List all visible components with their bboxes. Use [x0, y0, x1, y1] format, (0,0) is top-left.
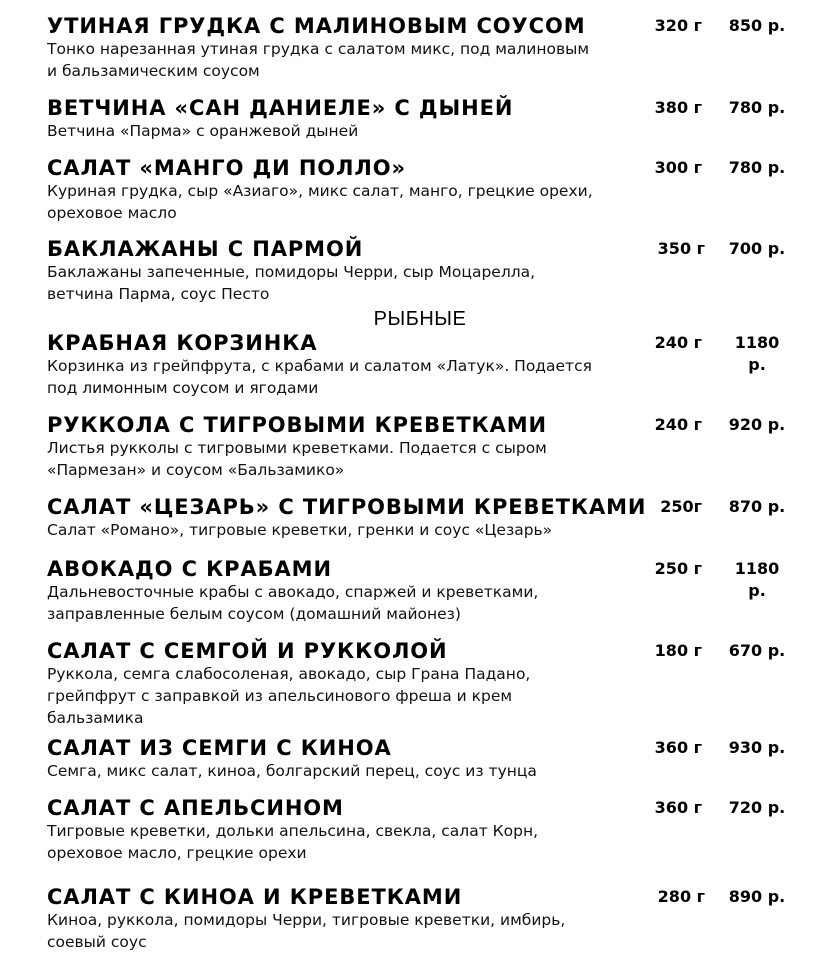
- dish-price: 780 р.: [728, 98, 786, 117]
- dish-name: САЛАТ ИЗ СЕМГИ С КИНОА: [47, 736, 392, 760]
- dish-weight: 280 г: [657, 887, 705, 906]
- dish-description: заправленные белым соусом (домашний майонез): [47, 605, 461, 623]
- dish-price: 670 р.: [728, 641, 786, 660]
- dish-description: ореховое масло: [47, 204, 177, 222]
- dish-name: САЛАТ «МАНГО ДИ ПОЛЛО»: [47, 156, 406, 180]
- dish-description: Корзинка из грейпфрута, с крабами и салатом «Латук». Подается: [47, 357, 592, 375]
- dish-weight: 250г: [660, 497, 702, 516]
- dish-description: Ветчина «Парма» с оранжевой дыней: [47, 122, 359, 140]
- dish-price: 1180: [734, 333, 780, 352]
- dish-description: «Пармезан» и соусом «Бальзамико»: [47, 461, 345, 479]
- dish-weight: 360 г: [654, 738, 702, 757]
- dish-name: САЛАТ С КИНОА И КРЕВЕТКАМИ: [47, 885, 463, 909]
- dish-description: Семга, микс салат, киноа, болгарский перец, соус из тунца: [47, 762, 537, 780]
- dish-description: грейпфрут с заправкой из апельсинового фреша и крем: [47, 687, 513, 705]
- dish-weight: 360 г: [654, 798, 702, 817]
- dish-description: и бальзамическим соусом: [47, 62, 260, 80]
- dish-description: ветчина Парма, соус Песто: [47, 285, 270, 303]
- dish-description: Куриная грудка, сыр «Азиаго», микс салат, манго, грецкие орехи,: [47, 182, 593, 200]
- dish-price: 700 р.: [728, 239, 786, 258]
- dish-weight: 300 г: [654, 158, 702, 177]
- dish-description: Киноа, руккола, помидоры Черри, тигровые креветки, имбирь,: [47, 911, 566, 929]
- dish-price: 780 р.: [728, 158, 786, 177]
- dish-name: АВОКАДО С КРАБАМИ: [47, 557, 332, 581]
- dish-weight: 350 г: [657, 239, 705, 258]
- dish-name: УТИНАЯ ГРУДКА С МАЛИНОВЫМ СОУСОМ: [47, 14, 586, 38]
- dish-description: Баклажаны запеченные, помидоры Черри, сыр Моцарелла,: [47, 263, 536, 281]
- dish-price: 1180: [734, 559, 780, 578]
- dish-description: под лимонным соусом и ягодами: [47, 379, 319, 397]
- dish-description: Листья рукколы с тигровыми креветками. Подается с сыром: [47, 439, 547, 457]
- dish-description: Дальневосточные крабы с авокадо, спаржей и креветками,: [47, 583, 539, 601]
- dish-name: РУККОЛА С ТИГРОВЫМИ КРЕВЕТКАМИ: [47, 413, 548, 437]
- dish-price: р.: [748, 355, 766, 374]
- dish-description: Тонко нарезанная утиная грудка с салатом микс, под малиновым: [47, 40, 590, 58]
- dish-weight: 380 г: [654, 98, 702, 117]
- dish-price: р.: [748, 581, 766, 600]
- dish-description: Салат «Романо», тигровые креветки, гренки и соус «Цезарь»: [47, 521, 553, 539]
- dish-description: ореховое масло, грецкие орехи: [47, 844, 307, 862]
- dish-name: САЛАТ С АПЕЛЬСИНОМ: [47, 796, 344, 820]
- dish-weight: 320 г: [654, 16, 702, 35]
- dish-description: бальзамика: [47, 709, 144, 727]
- dish-price: 930 р.: [728, 738, 786, 757]
- dish-weight: 250 г: [654, 559, 702, 578]
- dish-price: 890 р.: [728, 887, 786, 906]
- dish-description: Руккола, семга слабосоленая, авокадо, сыр Грана Падано,: [47, 665, 531, 683]
- dish-weight: 240 г: [654, 333, 702, 352]
- dish-weight: 180 г: [654, 641, 702, 660]
- dish-name: САЛАТ «ЦЕЗАРЬ» С ТИГРОВЫМИ КРЕВЕТКАМИ: [47, 495, 647, 519]
- section-heading-fish: РЫБНЫЕ: [373, 308, 467, 330]
- dish-price: 720 р.: [728, 798, 786, 817]
- dish-price: 920 р.: [728, 415, 786, 434]
- dish-name: БАКЛАЖАНЫ С ПАРМОЙ: [47, 237, 364, 261]
- dish-description: Тигровые креветки, дольки апельсина, свекла, салат Корн,: [47, 822, 539, 840]
- dish-description: соевый соус: [47, 933, 147, 951]
- dish-name: ВЕТЧИНА «САН ДАНИЕЛЕ» С ДЫНЕЙ: [47, 96, 514, 120]
- dish-weight: 240 г: [654, 415, 702, 434]
- dish-price: 850 р.: [728, 16, 786, 35]
- dish-price: 870 р.: [728, 497, 786, 516]
- dish-name: КРАБНАЯ КОРЗИНКА: [47, 331, 318, 355]
- dish-name: САЛАТ С СЕМГОЙ И РУККОЛОЙ: [47, 639, 448, 663]
